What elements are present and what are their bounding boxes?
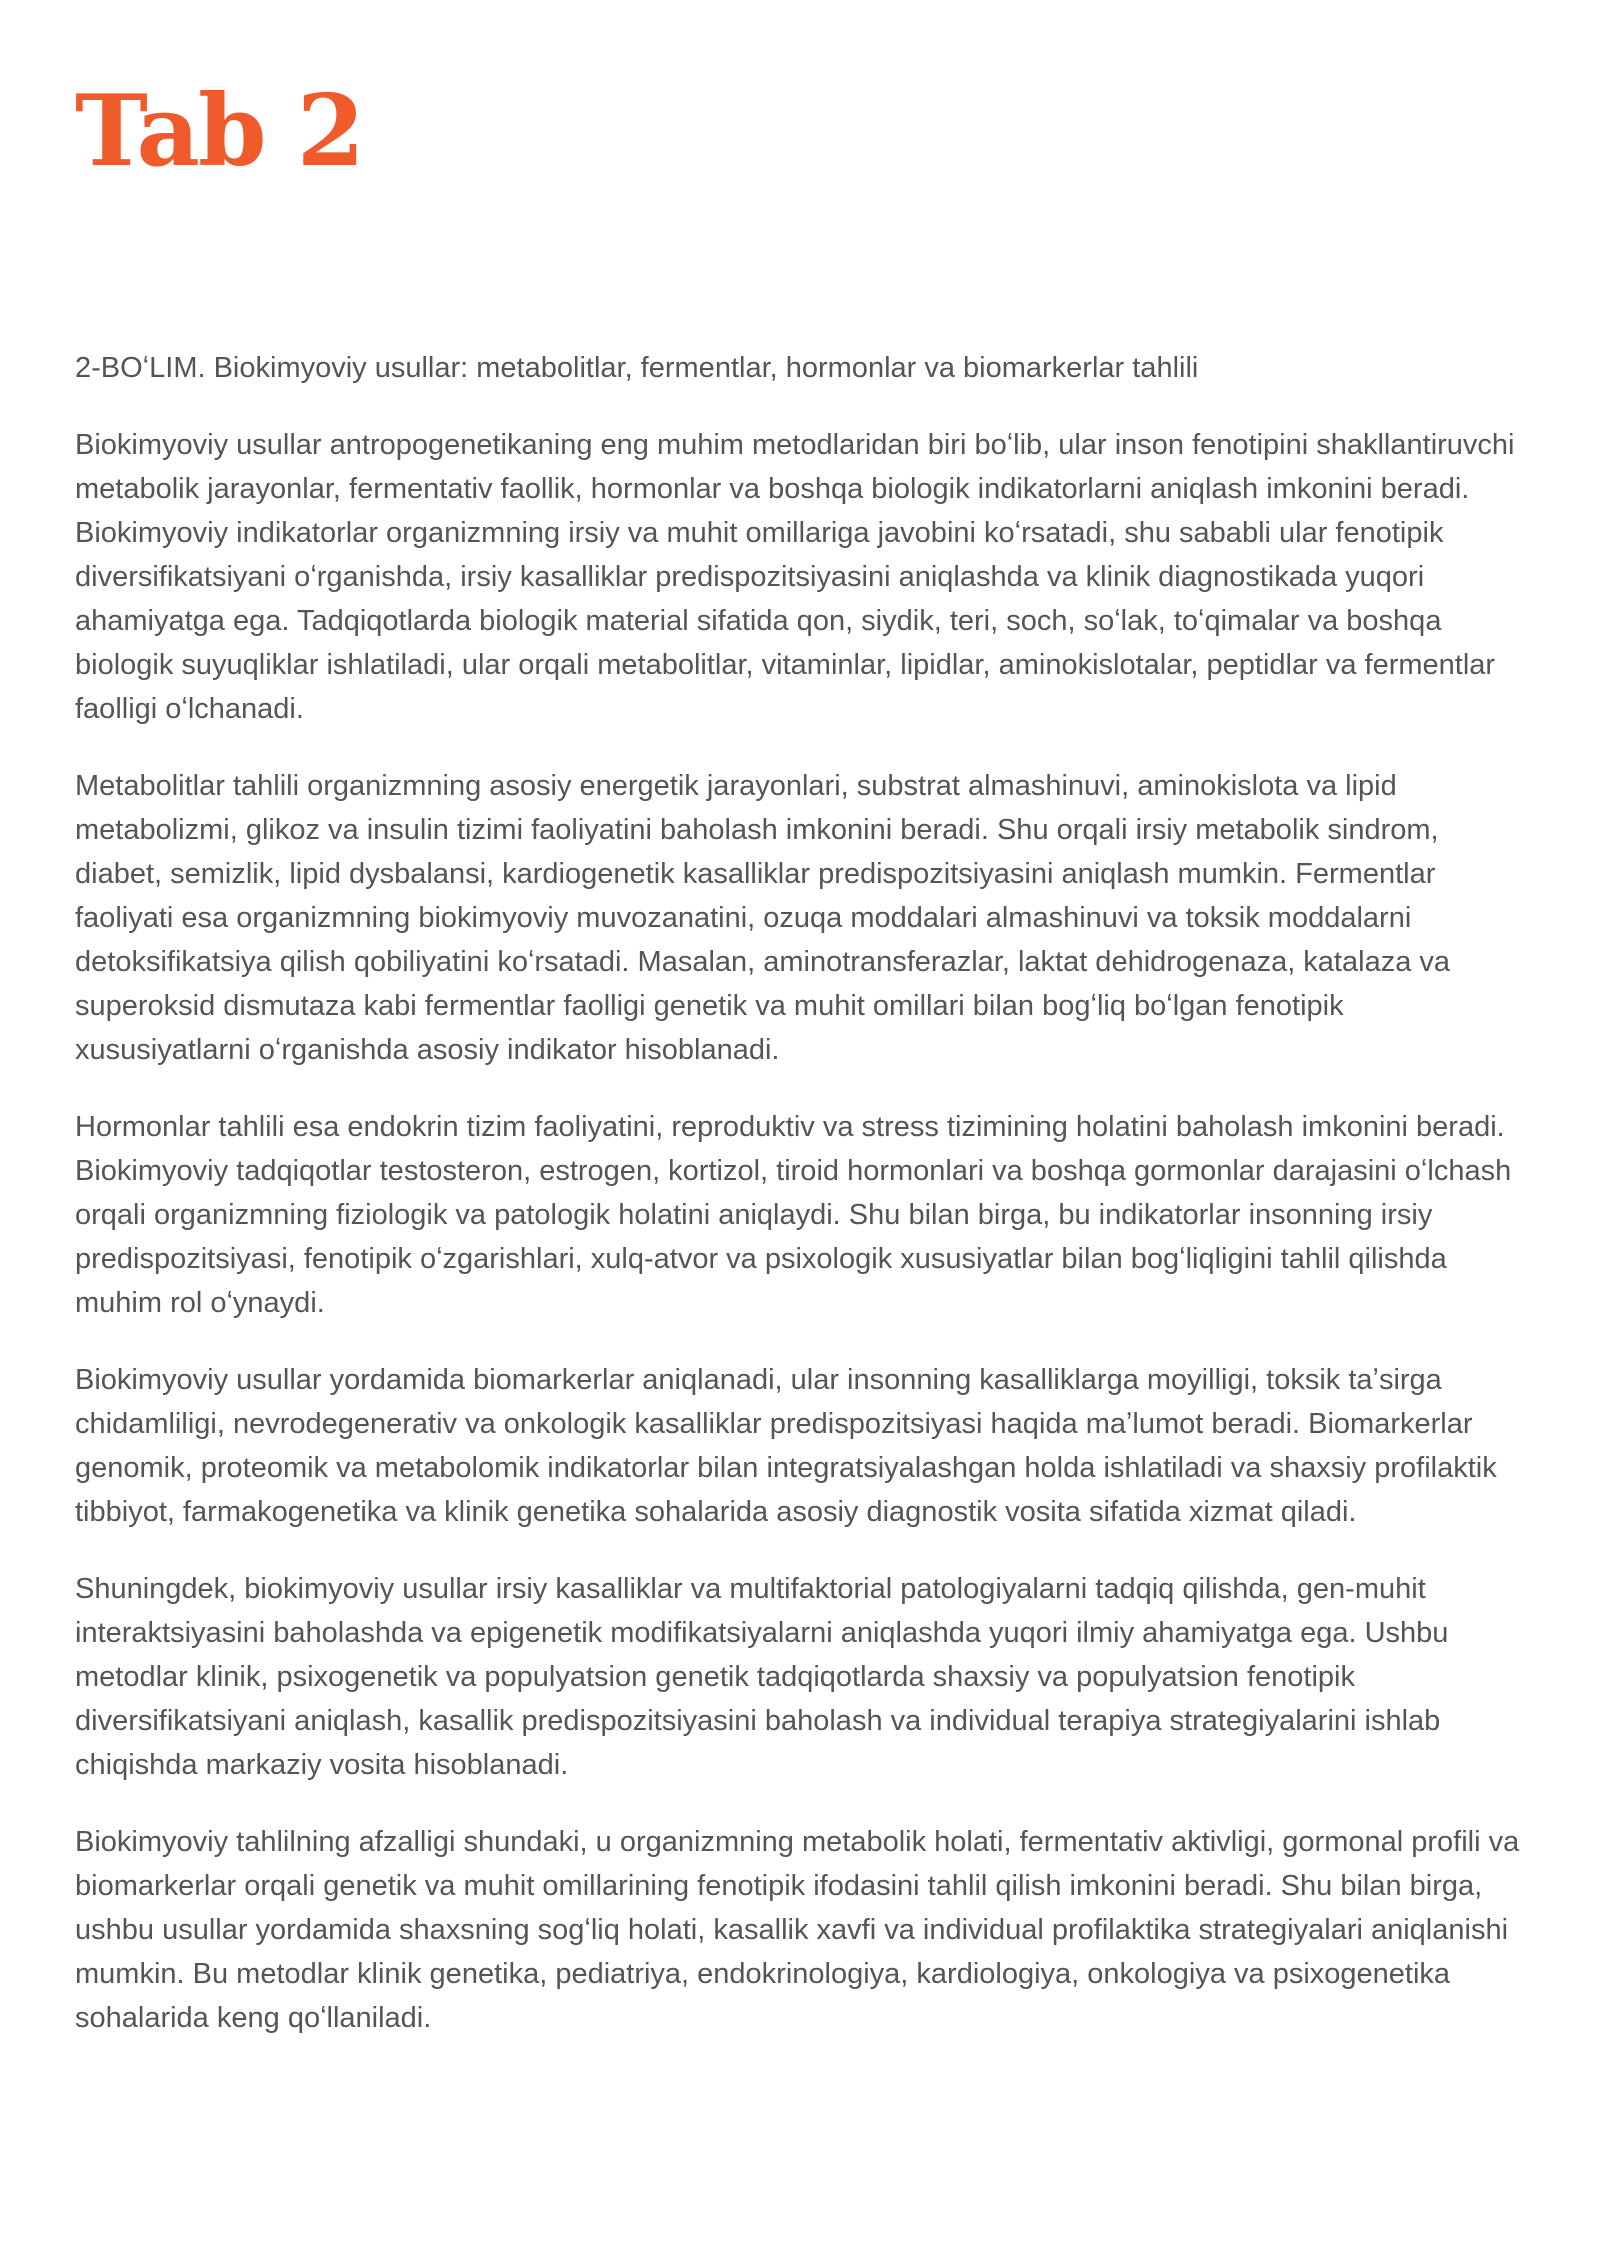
paragraph-hereditary-diseases: Shuningdek, biokimyoviy usullar irsiy kasalliklar va multifaktorial patologiyalarni tadqiq qilishda, gen-muhit interaktsiyasini baholashda va epigenetik modifikatsiyalarni aniqlashda yuqori ilmiy ahamiyatga ega. Ushbu metodlar klinik, psixogenetik va populyatsion genetik tadqiqotlarda shaxsiy va populyatsion fenotipik diversifikatsiyani aniqlash, kasallik predispozitsiyasini baholash va individual terapiya strategiyalarini ishlab chiqishda markaziy vosita hisoblanadi. bbox=[75, 1573, 1449, 1781]
paragraph-intro: Biokimyoviy usullar antropogenetikaning eng muhim metodlaridan biri boʻlib, ular inson fenotipini shakllantiruvchi metabolik jarayonlar, fermentativ faollik, hormonlar va boshqa biologik indikatorlarni aniqlash imkonini beradi. Biokimyoviy indikatorlar organizmning irsiy va muhit omillariga javobini koʻrsatadi, shu sababli ular fenotipik diversifikatsiyani oʻrganishda, irsiy kasalliklar predispozitsiyasini aniqlashda va klinik diagnostikada yuqori ahamiyatga ega. Tadqiqotlarda biologik material sifatida qon, siydik, teri, soch, soʻlak, toʻqimalar va boshqa biologik suyuqliklar ishlatiladi, ular orqali metabolitlar, vitaminlar, lipidlar, aminokislotalar, peptidlar va fermentlar faolligi oʻlchanadi. bbox=[75, 429, 1515, 725]
paragraph-biomarkers: Biokimyoviy usullar yordamida biomarkerlar aniqlanadi, ular insonning kasalliklarga moyilligi, toksik taʼsirga chidamliligi, nevrodegenerativ va onkologik kasalliklar predispozitsiyasi haqida maʼlumot beradi. Biomarkerlar genomik, proteomik va metabolomik indikatorlar bilan integratsiyalashgan holda ishlatiladi va shaxsiy profilaktik tibbiyot, farmakogenetika va klinik genetika sohalarida asosiy diagnostik vosita sifatida xizmat qiladi. bbox=[75, 1364, 1497, 1528]
document-body bbox=[75, 346, 1526, 2040]
paragraph-advantages: Biokimyoviy tahlilning afzalligi shundaki, u organizmning metabolik holati, fermentativ aktivligi, gormonal profili va biomarkerlar orqali genetik va muhit omillarining fenotipik ifodasini tahlil qilish imkonini beradi. Shu bilan birga, ushbu usullar yordamida shaxsning sogʻliq holati, kasallik xavfi va individual profilaktika strategiyalari aniqlanishi mumkin. Bu metodlar klinik genetika, pediatriya, endokrinologiya, kardiologiya, onkologiya va psixogenetika sohalarida keng qoʻllaniladi. bbox=[75, 1826, 1520, 2034]
paragraph-metabolites: Metabolitlar tahlili organizmning asosiy energetik jarayonlari, substrat almashinuvi, aminokislota va lipid metabolizmi, glikoz va insulin tizimi faoliyatini baholash imkonini beradi. Shu orqali irsiy metabolik sindrom, diabet, semizlik, lipid dysbalansi, kardiogenetik kasalliklar predispozitsiyasini aniqlash mumkin. Fermentlar faoliyati esa organizmning biokimyoviy muvozanatini, ozuqa moddalari almashinuvi va toksik moddalarni detoksifikatsiya qilish qobiliyatini koʻrsatadi. Masalan, aminotransferazlar, laktat dehidrogenaza, katalaza va superoksid dismutaza kabi fermentlar faolligi genetik va muhit omillari bilan bogʻliq boʻlgan fenotipik xususiyatlarni oʻrganishda asosiy indikator hisoblanadi. bbox=[75, 770, 1451, 1066]
page-title: Tab 2 bbox=[75, 74, 363, 189]
section-heading: 2-BOʻLIM. Biokimyoviy usullar: metabolitlar, fermentlar, hormonlar va biomarkerlar tahlili bbox=[75, 352, 1199, 384]
paragraph-hormones: Hormonlar tahlili esa endokrin tizim faoliyatini, reproduktiv va stress tizimining holatini baholash imkonini beradi. Biokimyoviy tadqiqotlar testosteron, estrogen, kortizol, tiroid hormonlari va boshqa gormonlar darajasini oʻlchash orqali organizmning fiziologik va patologik holatini aniqlaydi. Shu bilan birga, bu indikatorlar insonning irsiy predispozitsiyasi, fenotipik oʻzgarishlari, xulq-atvor va psixologik xususiyatlar bilan bogʻliqligini tahlil qilishda muhim rol oʻynaydi. bbox=[75, 1111, 1512, 1319]
